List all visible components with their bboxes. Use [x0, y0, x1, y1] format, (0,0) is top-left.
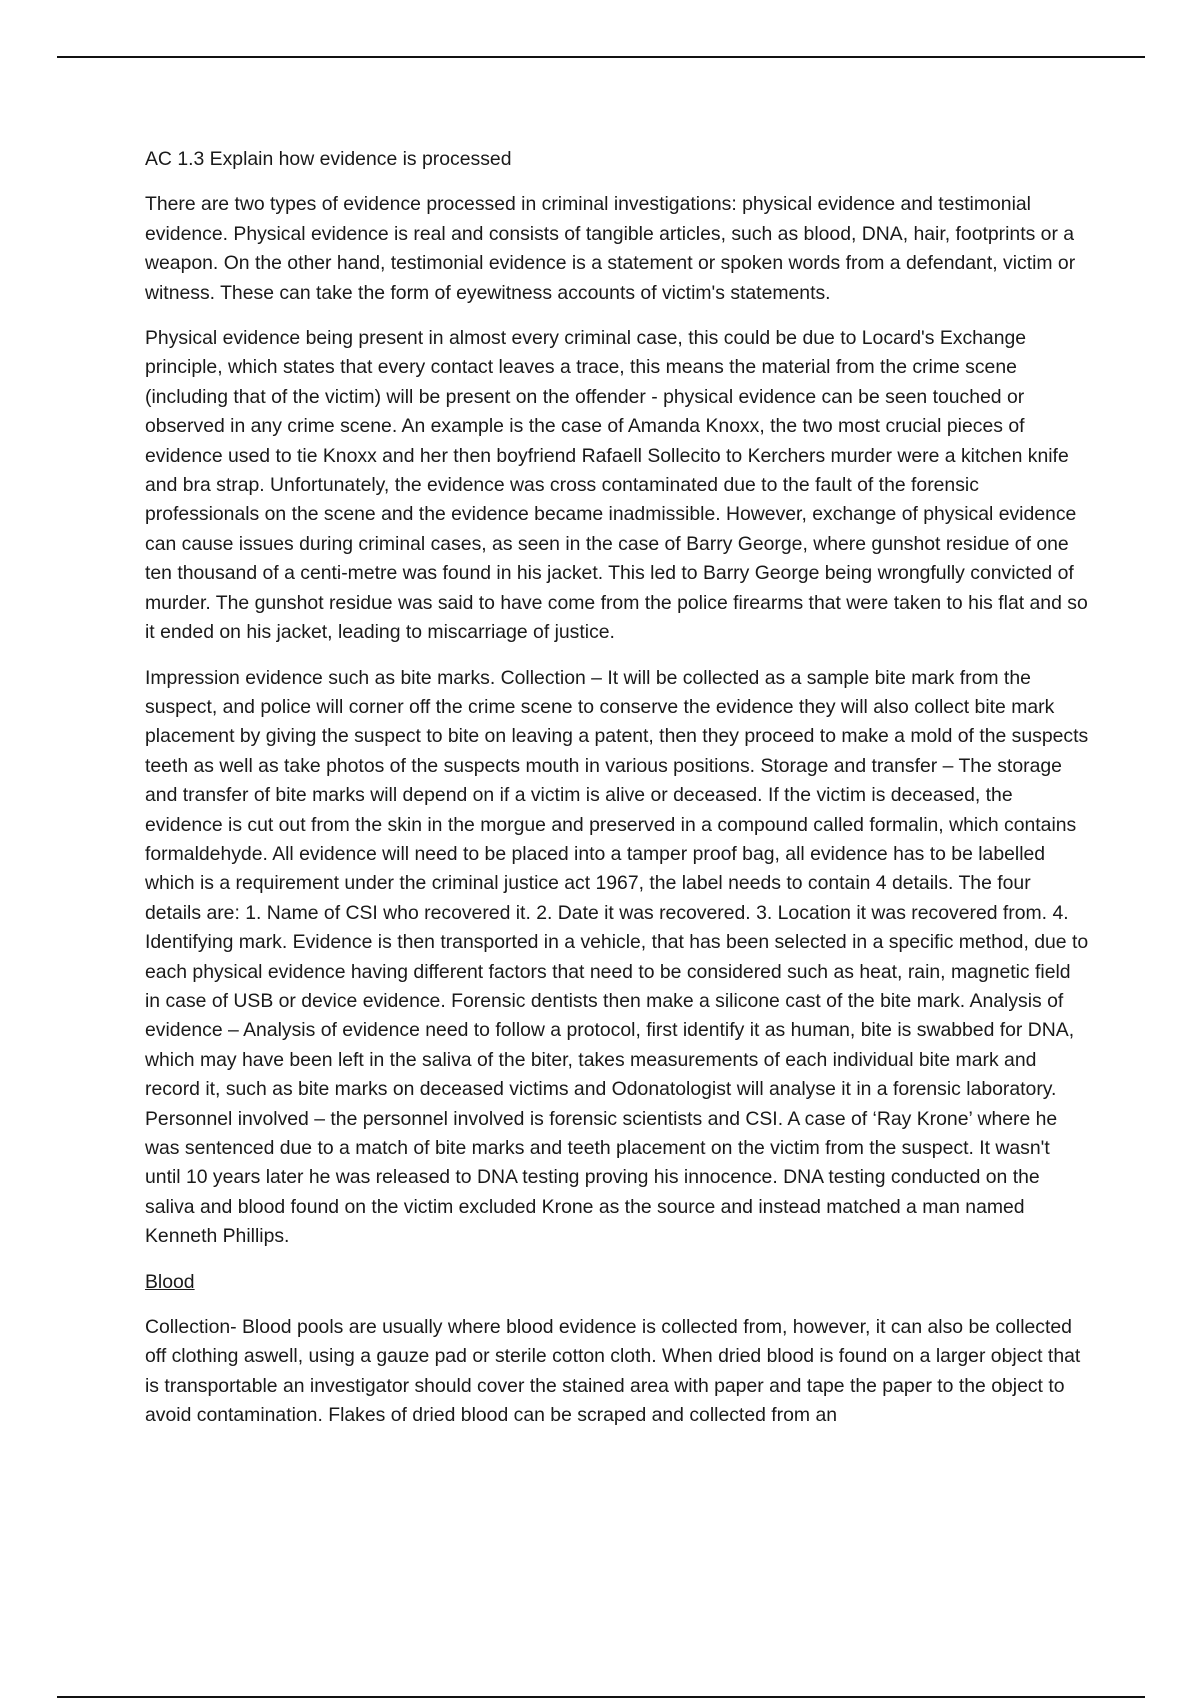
paragraph-physical-evidence: Physical evidence being present in almost every criminal case, this could be due to Locard's Exchange principle, which states that every contact leaves a trace, this means the material from the crime scene (including that of the victim) will be present on the offender - physical evidence can be seen touched or observed in any crime scene. An example is the case of Amanda Knoxx, the two most crucial pieces of evidence used to tie Knoxx and her then boyfriend Rafaell Sollecito to Kerchers murder were a kitchen knife and bra strap. Unfortunately, the evidence was cross contaminated due to the fault of the forensic professionals on the scene and the evidence became inadmissible. However, exchange of physical evidence can cause issues during criminal cases, as seen in the case of Barry George, where gunshot residue of one ten thousand of a centi-metre was found in his jacket. This led to Barry George being wrongfully convicted of murder. The gunshot residue was said to have come from the police firearms that were taken to his flat and so it ended on his jacket, leading to miscarriage of justice. — [145, 327, 1088, 644]
paragraph-evidence-types: There are two types of evidence processed in criminal investigations: physical evidence and testimonial evidence. Physical evidence is real and consists of tangible articles, such as blood, DNA, hair, footprints or a weapon. On the other hand, testimonial evidence is a statement or spoken words from a defendant, victim or witness. These can take the form of eyewitness accounts of victim's statements. — [145, 193, 1076, 304]
bottom-border-line — [57, 1696, 1145, 1698]
blood-subheading: Blood — [145, 1270, 195, 1293]
document-heading: AC 1.3 Explain how evidence is processed — [145, 148, 512, 170]
paragraph-blood-collection: Collection- Blood pools are usually where blood evidence is collected from, however, it can also be collected off clothing aswell, using a gauze pad or sterile cotton cloth. When dried blood is found on a larger object that is transportable an investigator should cover the stained area with paper and tape the paper to the object to avoid contamination. Flakes of dried blood can be scraped and collected from an — [145, 1316, 1081, 1427]
paragraph-impression-evidence: Impression evidence such as bite marks. Collection – It will be collected as a sample bite mark from the suspect, and police will corner off the crime scene to conserve the evidence they will also collect bite mark placement by giving the suspect to bite on leaving a patent, then they proceed to make a mold of the suspects teeth as well as take photos of the suspects mouth in various positions. Storage and transfer – The storage and transfer of bite marks will depend on if a victim is alive or deceased. If the victim is deceased, the evidence is cut out from the skin in the morgue and preserved in a compound called formalin, which contains formaldehyde. All evidence will need to be placed into a tamper proof bag, all evidence has to be labelled which is a requirement under the criminal justice act 1967, the label needs to contain 4 details. The four details are: 1. Name of CSI who recovered it. 2. Date it was recovered. 3. Location it was recovered from. 4. Identifying mark. Evidence is then transported in a vehicle, that has been selected in a specific method, due to each physical evidence having different factors that need to be considered such as heat, rain, magnetic field in case of USB or device evidence. Forensic dentists then make a silicone cast of the bite mark. Analysis of evidence – Analysis of evidence need to follow a protocol, first identify it as human, bite is swabbed for DNA, which may have been left in the saliva of the biter, takes measurements of each individual bite mark and record it, such as bite marks on deceased victims and Odonatologist will analyse it in a forensic laboratory. Personnel involved – the personnel involved is forensic scientists and CSI. A case of ‘Ray Krone’ where he was sentenced due to a match of bite marks and teeth placement on the victim from the suspect. It wasn't until 10 years later he was released to DNA testing proving his innocence. DNA testing conducted on the saliva and blood found on the victim excluded Krone as the source and instead matched a man named Kenneth Phillips. — [145, 666, 1089, 1248]
top-border-line — [57, 56, 1145, 58]
document-body — [145, 145, 1090, 1431]
